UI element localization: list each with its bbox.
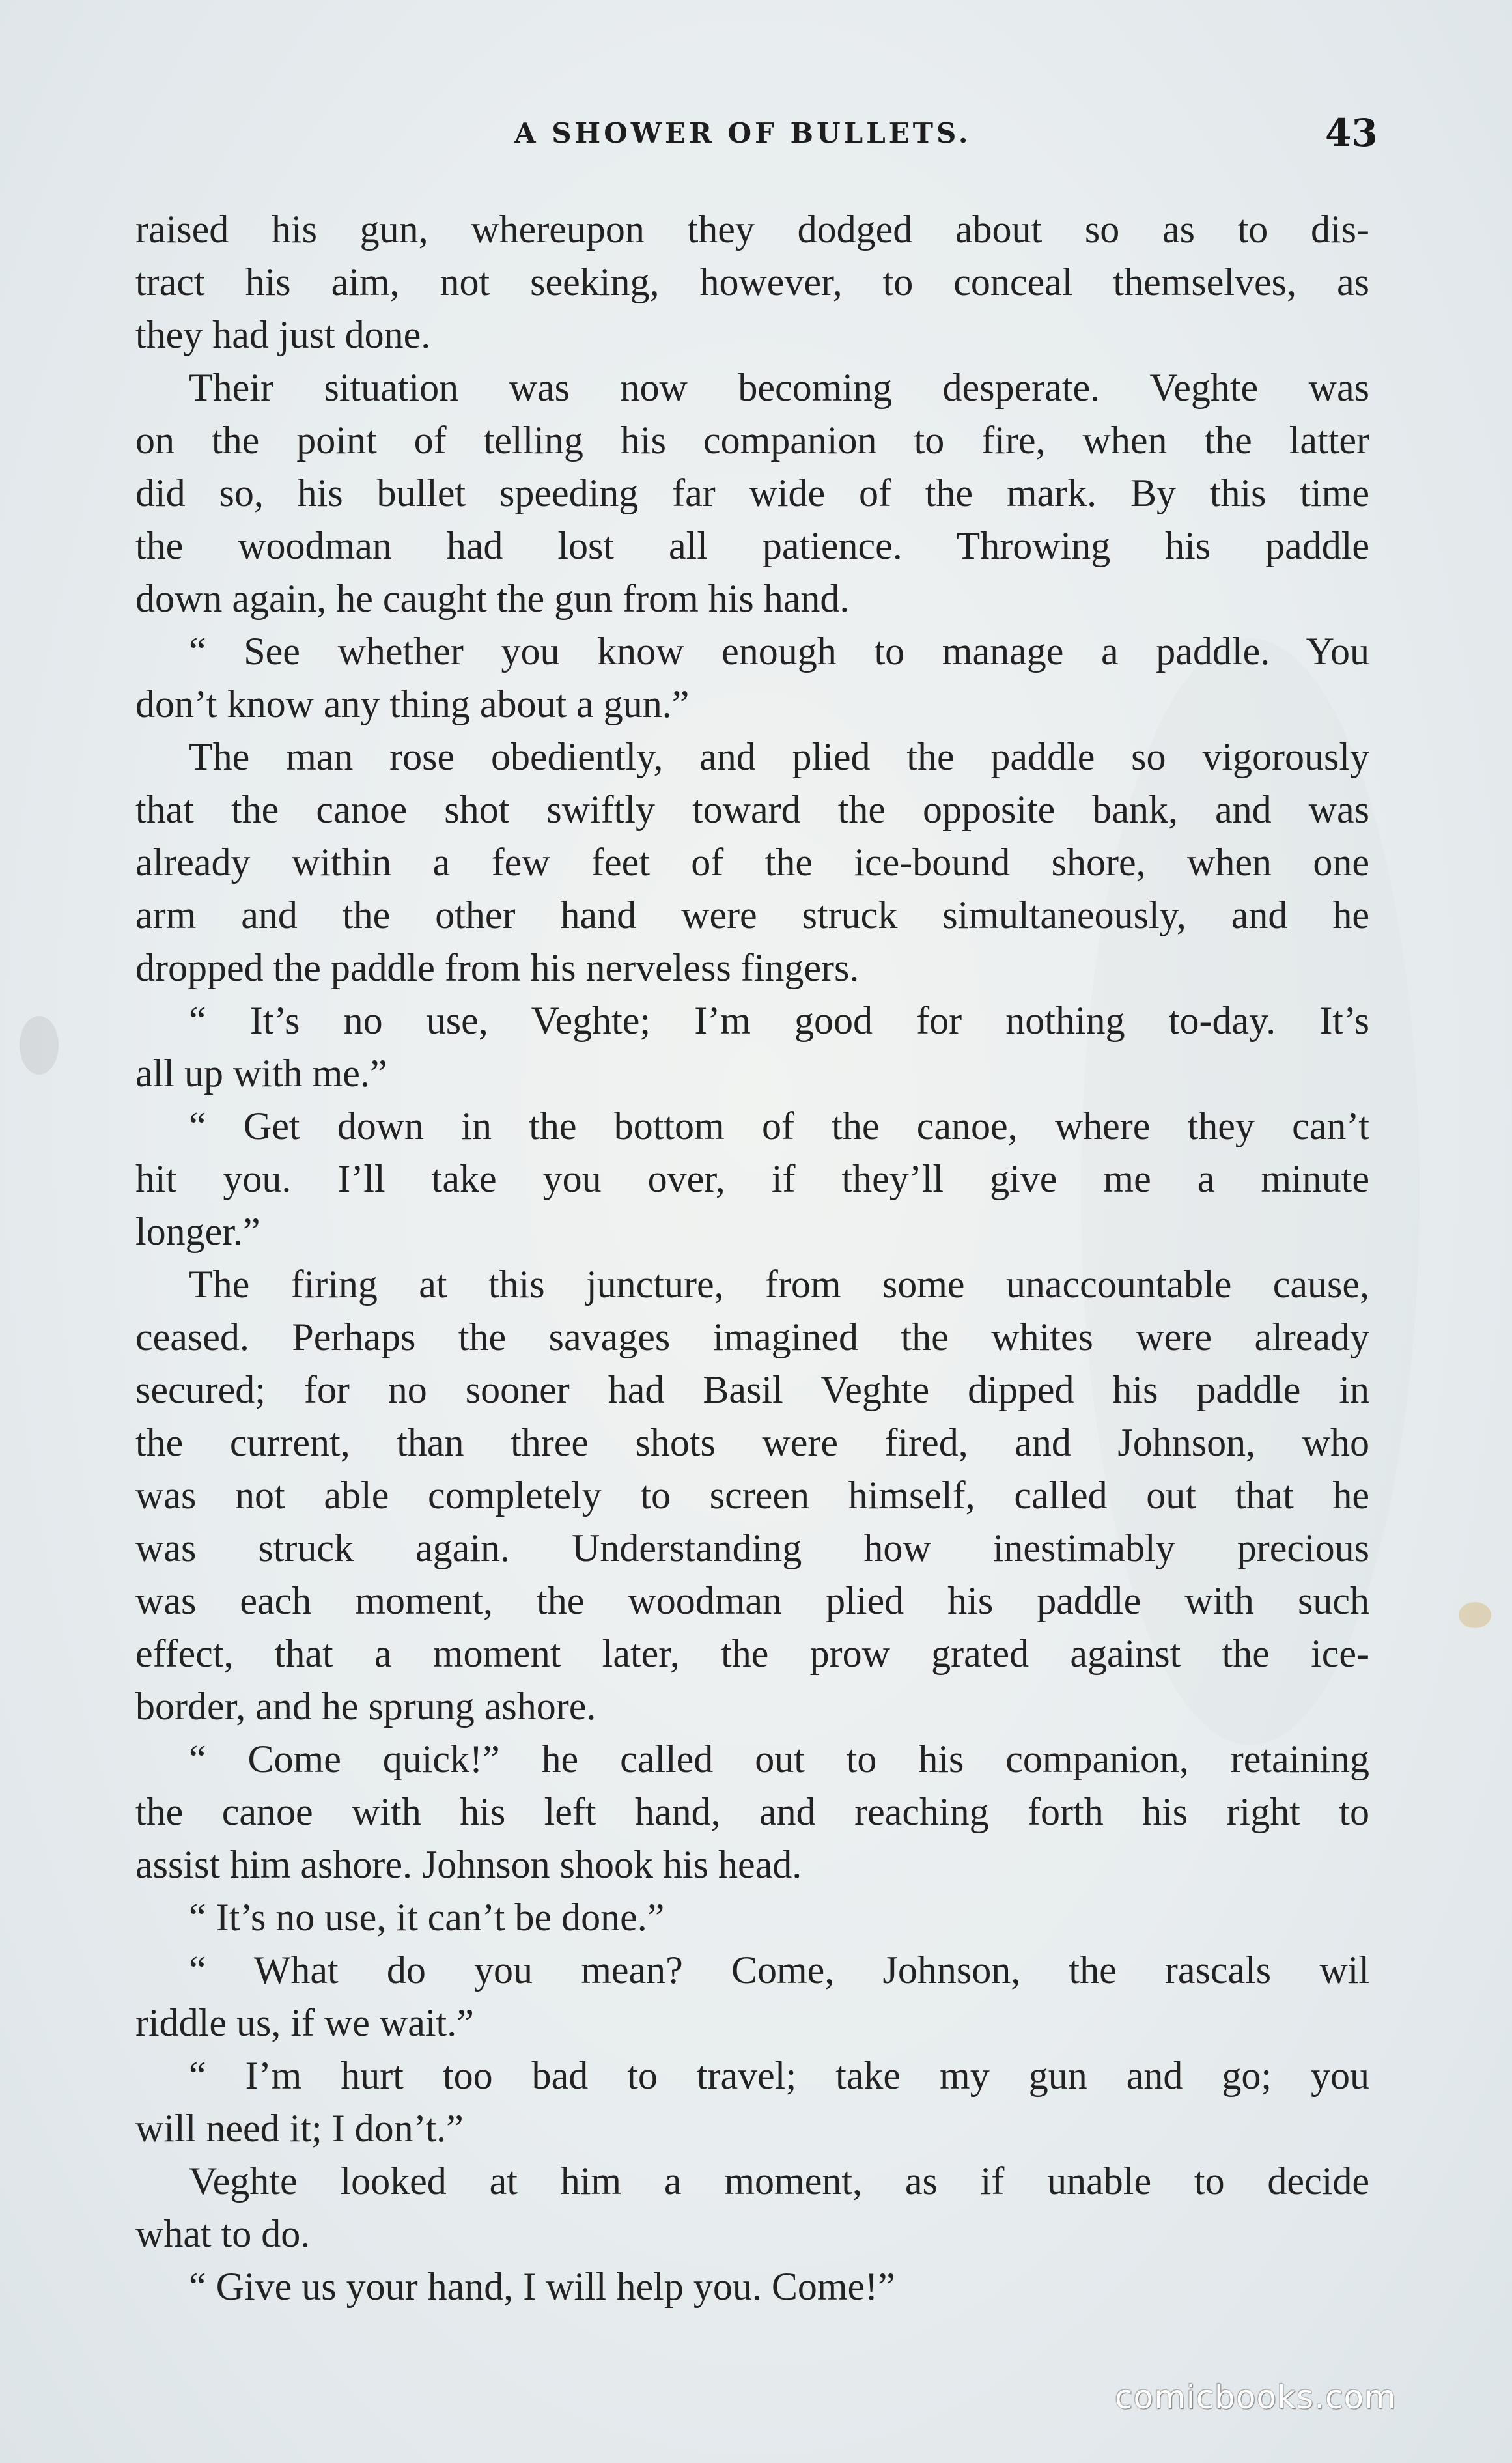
watermark: comicbooks.com — [1115, 2378, 1397, 2416]
text-line: “ It’s no use, Veghte; I’m good for nothing to-day. It’s — [189, 999, 1369, 1042]
text-line: Their situation was now becoming desperate. Veghte was — [189, 366, 1369, 409]
text-line: all up with me.” — [135, 1052, 387, 1095]
text-line: down again, he caught the gun from his hand. — [135, 577, 850, 620]
page-stain — [20, 1016, 59, 1075]
running-head-title: A SHOWER OF BULLETS. — [514, 117, 972, 149]
page-stain — [1459, 1602, 1491, 1628]
text-line: “ It’s no use, it can’t be done.” — [189, 1896, 665, 1939]
text-line: effect, that a moment later, the prow grated against the ice- — [135, 1632, 1369, 1675]
text-line: The man rose obediently, and plied the paddle so vigorously — [189, 735, 1369, 778]
text-line: arm and the other hand were struck simultaneously, and he — [135, 894, 1369, 936]
text-line: was not able completely to screen himself, called out that he — [135, 1474, 1369, 1517]
text-line: “ What do you mean? Come, Johnson, the rascals wil — [189, 1949, 1369, 1992]
text-line: they had just done. — [135, 313, 431, 356]
text-line: already within a few feet of the ice-bound shore, when one — [135, 841, 1369, 884]
text-line: assist him ashore. Johnson shook his head. — [135, 1843, 802, 1886]
text-line: was each moment, the woodman plied his paddle with such — [135, 1579, 1369, 1622]
text-line: secured; for no sooner had Basil Veghte dipped his paddle in — [135, 1368, 1369, 1411]
text-line: border, and he sprung ashore. — [135, 1685, 596, 1728]
text-line: don’t know any thing about a gun.” — [135, 683, 690, 725]
text-line: what to do. — [135, 2212, 311, 2255]
text-line: “ Come quick!” he called out to his companion, retaining — [189, 1738, 1369, 1780]
text-line: hit you. I’ll take you over, if they’ll give me a minute — [135, 1157, 1369, 1200]
text-line: “ Give us your hand, I will help you. Come!” — [189, 2265, 895, 2308]
text-line: Veghte looked at him a moment, as if unable to decide — [189, 2160, 1369, 2203]
page-number: 43 — [1325, 111, 1378, 155]
text-line: “ Get down in the bottom of the canoe, where they can’t — [189, 1105, 1369, 1147]
text-line: tract his aim, not seeking, however, to conceal themselves, as — [135, 260, 1369, 303]
text-line: will need it; I don’t.” — [135, 2107, 464, 2150]
text-line: dropped the paddle from his nerveless fingers. — [135, 946, 860, 989]
text-line: the canoe with his left hand, and reaching forth his right to — [135, 1790, 1369, 1833]
text-line: on the point of telling his companion to fire, when the latter — [135, 419, 1369, 462]
text-line: “ See whether you know enough to manage a paddle. You — [189, 630, 1369, 673]
text-line: “ I’m hurt too bad to travel; take my gun and go; you — [189, 2054, 1369, 2097]
text-line: that the canoe shot swiftly toward the opposite bank, and was — [135, 788, 1369, 831]
text-line: riddle us, if we wait.” — [135, 2001, 474, 2044]
text-line: the woodman had lost all patience. Throwing his paddle — [135, 524, 1369, 567]
text-line: raised his gun, whereupon they dodged about so as to dis- — [135, 208, 1369, 251]
text-line: The firing at this juncture, from some unaccountable cause, — [189, 1263, 1369, 1306]
text-line: was struck again. Understanding how inestimably precious — [135, 1527, 1369, 1569]
body-text — [135, 203, 1369, 2313]
text-line: ceased. Perhaps the savages imagined the whites were already — [135, 1316, 1369, 1358]
text-line: longer.” — [135, 1210, 260, 1253]
text-line: the current, than three shots were fired, and Johnson, who — [135, 1421, 1369, 1464]
text-line: did so, his bullet speeding far wide of the mark. By this time — [135, 471, 1369, 514]
